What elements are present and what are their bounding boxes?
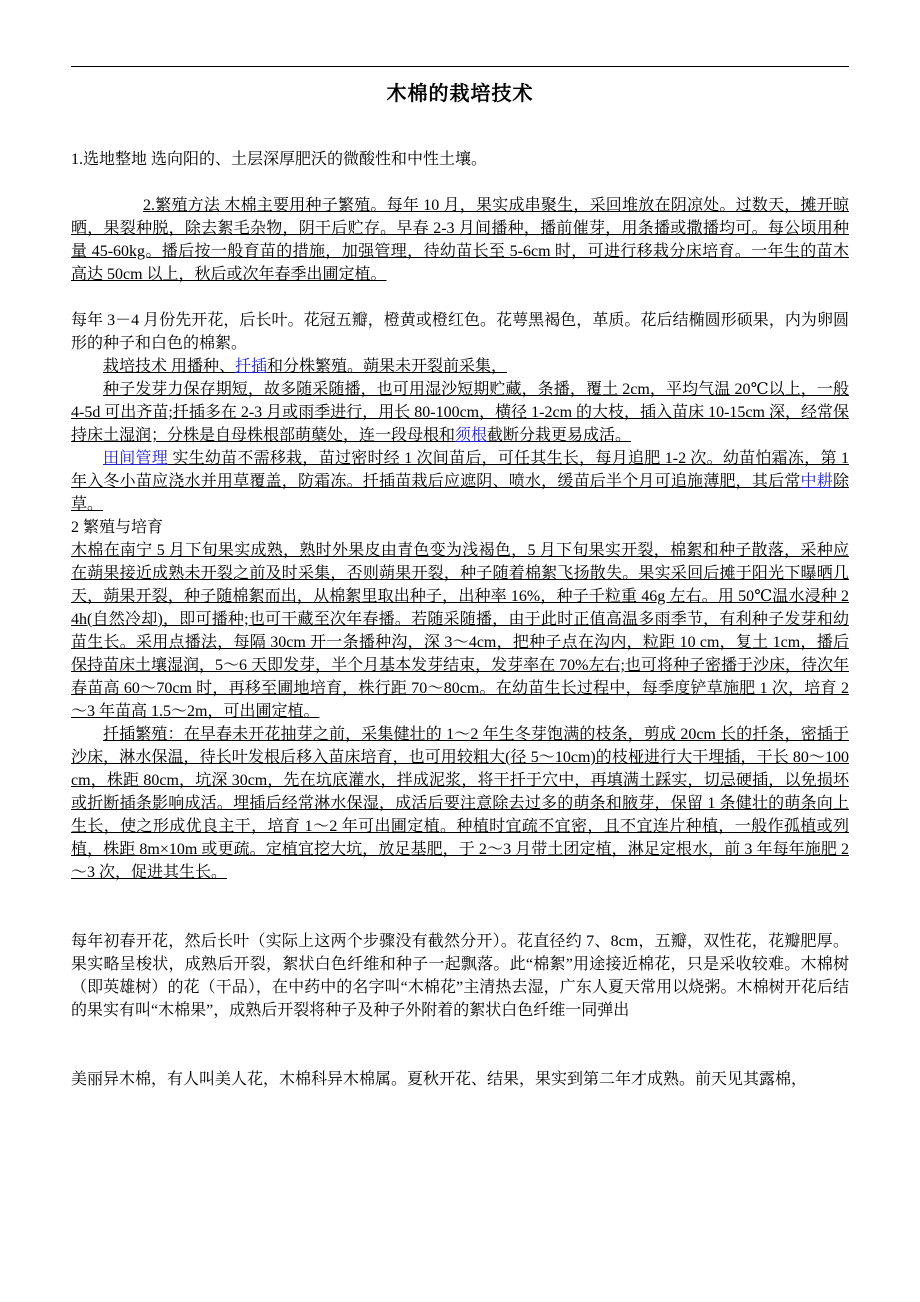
paragraph-flowering: [71, 309, 849, 355]
paragraph-field-management: [71, 447, 849, 516]
text-run: 和分株繁殖。蒴果未开裂前采集，: [267, 358, 508, 375]
hyperlink[interactable]: 扦插: [235, 358, 268, 375]
page-title: 木棉的栽培技术: [386, 83, 534, 105]
paragraph-seed-germination: [71, 378, 849, 447]
text-run: 每年 3－4 月份先开花，后长叶。花冠五瓣，橙黄或橙红色。花萼黑褐色，革质。花后结椭圆形硕果，内为卵圆形的种子和白色的棉絮。: [71, 312, 849, 352]
hyperlink[interactable]: 须根: [455, 427, 488, 444]
paragraph-spring-flowering: [71, 930, 849, 1022]
text-run: 1.选地整地 选向阳的、土层深厚肥沃的微酸性和中性土壤。: [71, 151, 488, 168]
text-run: 栽培技术 用播种、: [103, 358, 236, 375]
paragraph-beautiful-kapok: [71, 1068, 849, 1091]
paragraph-cutting-propagation: [71, 723, 849, 884]
text-run: 2.繁殖方法 木棉主要用种子繁殖。每年 10 月，果实成串聚生，采回堆放在阴凉处。过数天，摊开晾晒，果裂种脱，除去絮毛杂物，阴干后贮存。早春 2-3 月间播种，播前催芽，用条播或撒播均可。每公顷用种量 45-60kg。播后按一般育苗的措施，加强管理，待幼苗长至 5-6cm 时，可进行移栽分床培育。一年生的苗木高达 50cm 以上，秋后或次年春季出圃定植。: [71, 197, 849, 283]
text-run: 截断分栽更易成活。: [487, 427, 632, 444]
paragraph-section-heading: [71, 516, 849, 539]
text-run: 2 繁殖与培育: [71, 519, 164, 536]
paragraph-seed-propagation-detail: [71, 539, 849, 723]
paragraph-site-selection: [71, 148, 849, 171]
paragraph-propagation-method: [71, 194, 849, 286]
hyperlink[interactable]: 中耕: [800, 473, 833, 490]
text-run: 实生幼苗不需移栽，苗过密时经 1 次间苗后，可任其生长，每月追肥 1-2 次。幼苗怕霜冻，第 1 年入冬小苗应浇水并用草覆盖，防霜冻。扦插苗栽后应遮阴、喷水，缓苗后半个月可追施薄肥，其后常: [71, 450, 849, 490]
paragraph-cultivation-technique: [71, 355, 849, 378]
text-run: 除草。: [71, 473, 849, 513]
text-run: 扦插繁殖：在早春未开花抽芽之前，采集健壮的 1～2 年生冬芽饱满的枝条，剪成 20cm 长的扦条，密插于沙床，淋水保温，待长叶发根后移入苗床培育，也可用较粗大(径 5～10cm)的枝桠进行大干埋插，干长 80～100cm，株距 80cm，坑深 30cm，先在坑底灌水，拌成泥浆，将干扦于穴中，再填满土踩实，切忌硬插，以免损坏或折断插条影响成活。埋插后经常淋水保湿，成活后要注意除去过多的萌条和腋芽，保留 1 条健壮的萌条向上生长，使之形成优良主干，培育 1～2 年可出圃定植。种植时宜疏不宜密，且不宜连片种植，一般作孤植或列植，株距 8m×10m 或更疏。定植宜挖大坑，放足基肥，于 2～3 月带土团定植，淋足定根水，前 3 年每年施肥 2～3 次，促进其生长。: [71, 726, 849, 881]
text-run: 种子发芽力保存期短，故多随采随播，也可用湿沙短期贮藏，条播，覆土 2cm，平均气温 20℃以上，一般 4-5d 可出齐苗;扦插多在 2-3 月或雨季进行，用长 80-100cm，横径 1-2cm 的大枝，插入苗床 10-15cm 深，经常保持床土湿润；分株是自母株根部萌蘖处，连一段母根和: [71, 381, 849, 444]
document-content: [71, 0, 849, 1091]
hyperlink[interactable]: 田间管理: [103, 450, 169, 467]
header-rule: [71, 66, 849, 67]
text-run: 美丽异木棉，有人叫美人花，木棉科异木棉属。夏秋开花、结果，果实到第二年才成熟。前天见其露棉，: [71, 1071, 808, 1088]
text-run: 每年初春开花，然后长叶（实际上这两个步骤没有截然分开）。花直径约 7、8cm，五瓣，双性花，花瓣肥厚。果实略呈梭状，成熟后开裂，絮状白色纤维和种子一起飘落。此“棉絮”用途接近棉花，只是采收较难。木棉树（即英雄树）的花（干品），在中药中的名字叫“木棉花”主清热去湿，广东人夏天常用以烧粥。木棉树开花后结的果实有叫“木棉果”，成熟后开裂将种子及种子外附着的絮状白色纤维一同弹出: [71, 933, 849, 1019]
text-run: 木棉在南宁 5 月下旬果实成熟，熟时外果皮由青色变为浅褐色，5 月下旬果实开裂，棉絮和种子散落，采种应在蒴果接近成熟未开裂之前及时采集，否则蒴果开裂，种子随着棉絮飞扬散失。果实采回后摊于阳光下曝晒几天，蒴果开裂，种子随棉絮而出，从棉絮里取出种子，出种率 16%，种子千粒重 46g 左右。用 50℃温水浸种 24h(自然冷却)，即可播种;也可干藏至次年春播。若随采随播，由于此时正值高温多雨季节，有利种子发芽和幼苗生长。采用点播法，每隔 30cm 开一条播种沟，深 3～4cm，把种子点在沟内，粒距 10 cm，复土 1cm，播后保持苗床土壤湿润，5～6 天即发芽，半个月基本发芽结束，发芽率在 70%左右;也可将种子密播于沙床，待次年春苗高 60～70cm 时，再移至圃地培育，株行距 70～80cm。在幼苗生长过程中，每季度铲草施肥 1 次，培育 2～3 年苗高 1.5～2m，可出圃定植。: [71, 542, 849, 720]
paragraphs: [71, 148, 849, 1091]
